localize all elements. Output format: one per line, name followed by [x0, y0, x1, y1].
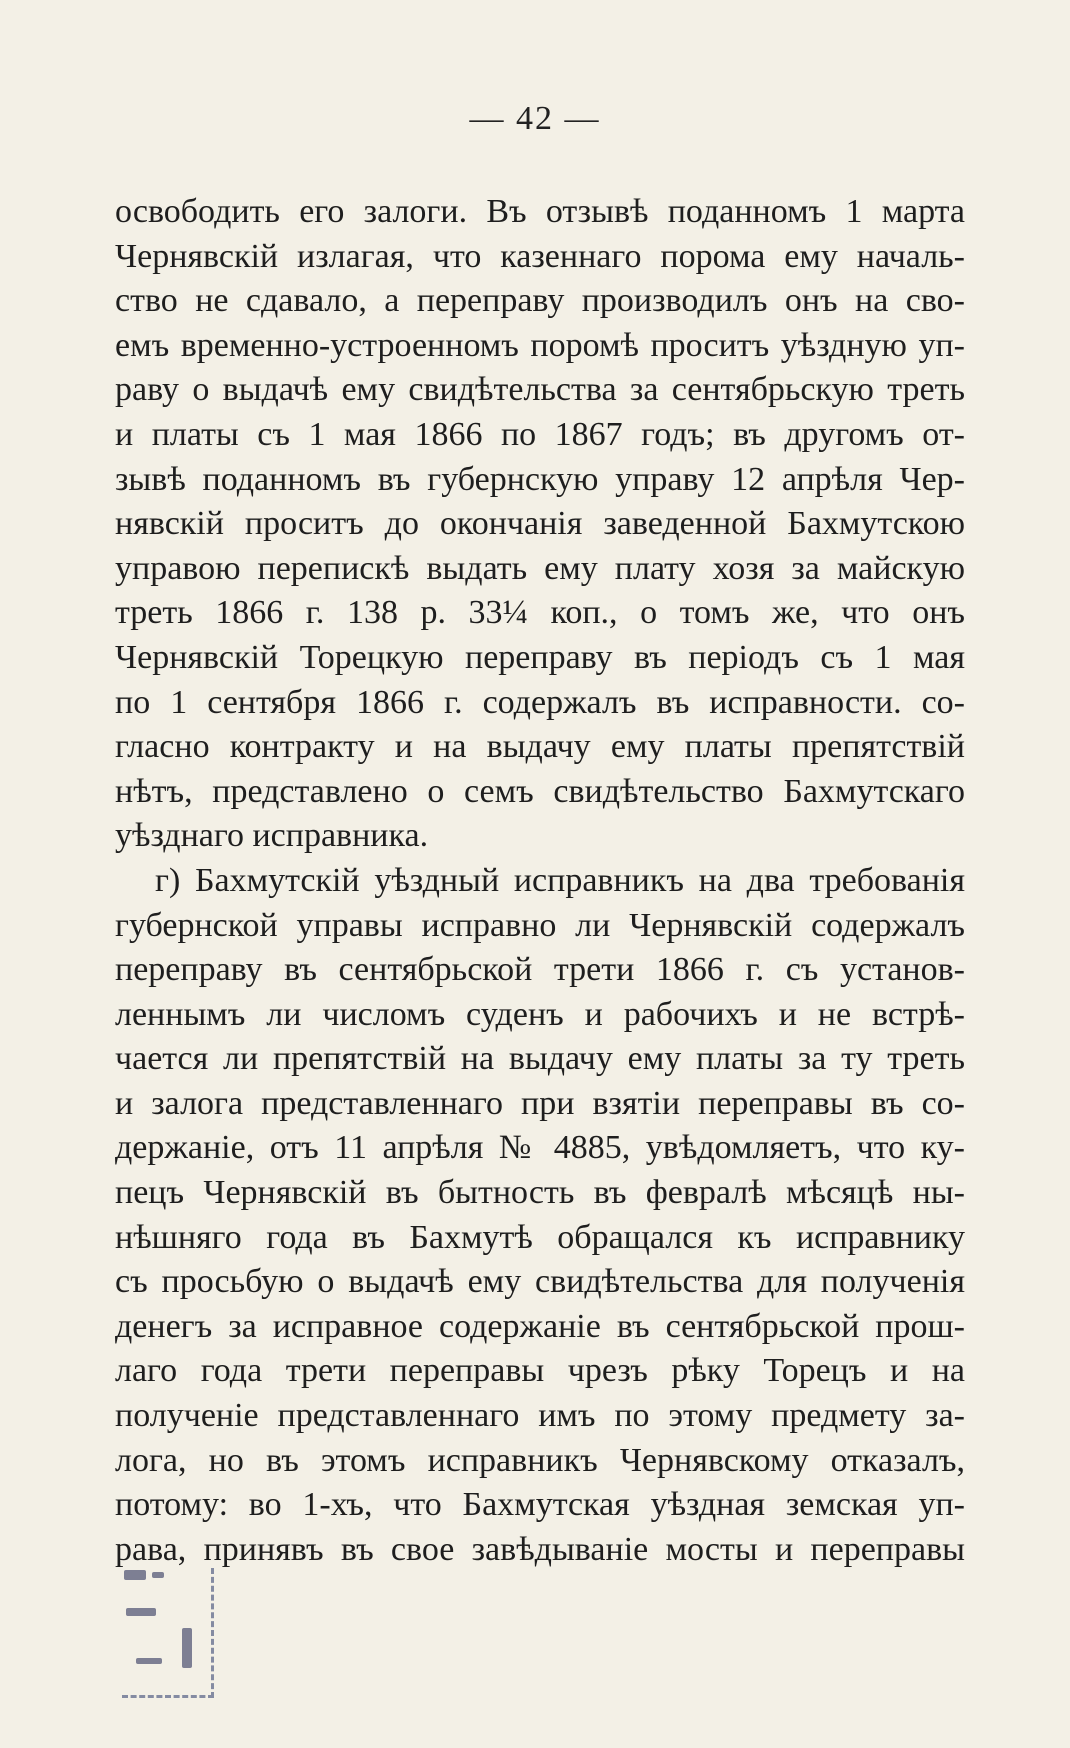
text-line: гласно контракту и на выдачу ему платы препятствій [115, 728, 965, 766]
text-line: леннымъ ли числомъ суденъ и рабочихъ и не встрѣ- [115, 995, 965, 1033]
text-line: ство не сдавало, а переправу производилъ онъ на сво- [115, 282, 965, 320]
page-number: — 42 — [469, 100, 601, 137]
text-line: емъ временно-устроенномъ поромѣ проситъ уѣздную уп- [115, 326, 965, 364]
text-line: чается ли препятствій на выдачу ему платы за ту треть [115, 1040, 965, 1078]
text-line: уѣзднаго исправника. [115, 817, 429, 855]
text-line: по 1 сентября 1866 г. содержалъ въ исправности. со- [115, 683, 965, 721]
text-line: держаніе, отъ 11 апрѣля № 4885, увѣдомляетъ, что ку- [115, 1129, 965, 1167]
text-line: потому: во 1-хъ, что Бахмутская уѣздная земская уп- [115, 1486, 965, 1524]
text-line: губернской управы исправно ли Чернявскій содержалъ [115, 906, 965, 944]
text-line: лога, но въ этомъ исправникъ Чернявскому отказалъ, [115, 1441, 965, 1479]
text-line: лаго года трети переправы чрезъ рѣку Торецъ и на [115, 1352, 965, 1390]
text-line: нѣшняго года въ Бахмутѣ обращался къ исправнику [115, 1218, 965, 1256]
text-line: освободить его залоги. Въ отзывѣ поданномъ 1 марта [115, 193, 965, 230]
text-line: рава, принявъ въ свое завѣдываніе мосты и переправы [115, 1530, 965, 1568]
text-line: и залога представленнаго при взятіи переправы въ со- [115, 1084, 965, 1122]
text-line: Чернявскій излагая, что казеннаго порома ему началь- [115, 237, 965, 275]
text-line: раву о выдачѣ ему свидѣтельства за сентябрьскую треть [115, 371, 965, 409]
text-line: нявскій проситъ до окончанія заведенной Бахмутскою [115, 505, 965, 543]
text-line: треть 1866 г. 138 р. 33¼ коп., о томъ же, что онъ [115, 594, 965, 632]
text-line: г) Бахмутскій уѣздный исправникъ на два требованія [155, 861, 965, 899]
library-stamp [122, 1568, 214, 1698]
text-line: полученіе представленнаго имъ по этому предмету за- [115, 1397, 965, 1435]
text-line: и платы съ 1 мая 1866 по 1867 годъ; въ другомъ от- [115, 415, 965, 453]
text-line: зывѣ поданномъ въ губернскую управу 12 апрѣля Чер- [115, 460, 965, 498]
text-line: пецъ Чернявскій въ бытность въ февралѣ мѣсяцѣ ны- [115, 1174, 965, 1212]
text-line: Чернявскій Торецкую переправу въ періодъ съ 1 мая [115, 638, 965, 676]
text-line: денегъ за исправное содержаніе въ сентябрьской прош- [115, 1307, 965, 1345]
text-line: управою перепискѣ выдать ему плату хозя за майскую [115, 549, 965, 587]
text-line: съ просьбую о выдачѣ ему свидѣтельства для полученія [115, 1263, 965, 1301]
text-line: нѣтъ, представлено о семъ свидѣтельство Бахмутскаго [115, 772, 965, 810]
text-line: переправу въ сентябрьской трети 1866 г. съ установ- [115, 951, 965, 989]
body-text [115, 190, 965, 1572]
